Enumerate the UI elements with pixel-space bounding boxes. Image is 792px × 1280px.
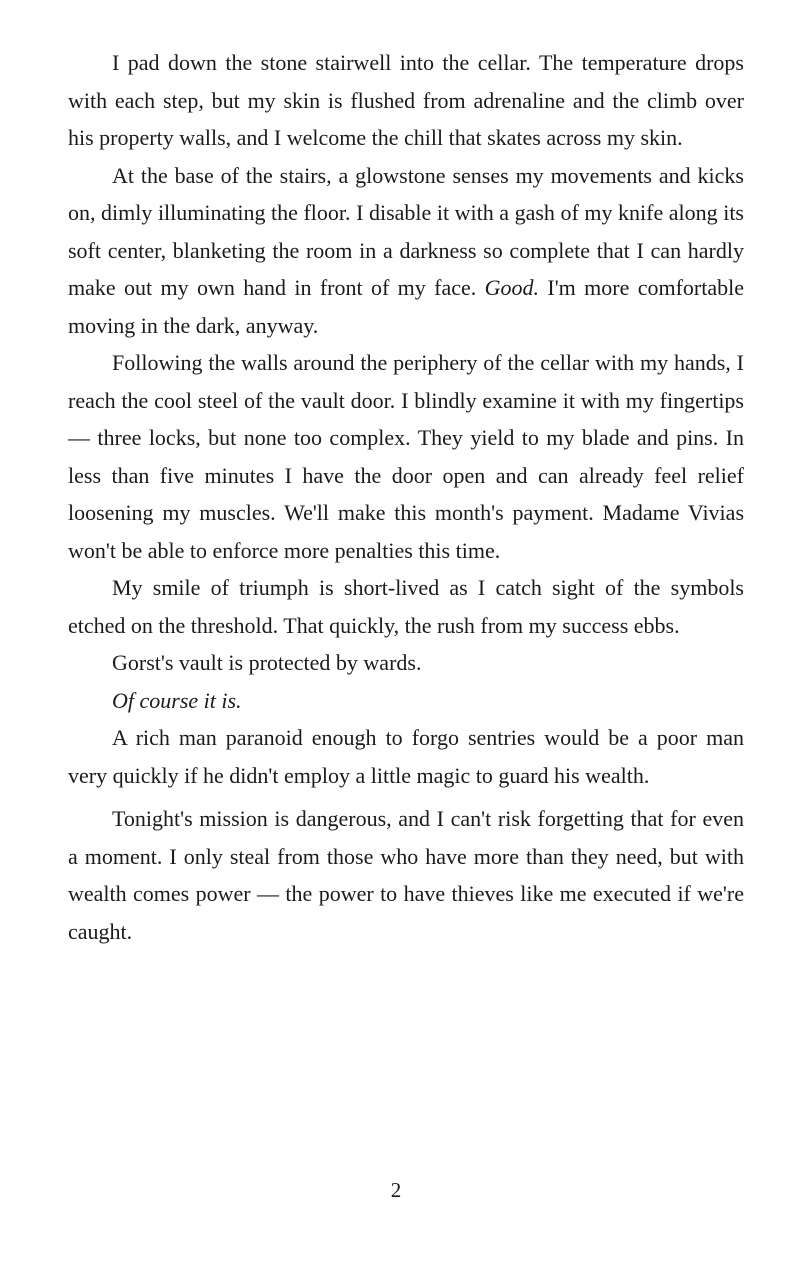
paragraph-rich-man: A rich man paranoid enough to forgo sentries would be a poor man very quickly if he didn't employ a little magic to guard his wealth.: [68, 725, 744, 788]
italic-good: Good.: [484, 275, 540, 300]
paragraph-glowstone: [68, 157, 744, 345]
paragraph-mission: Tonight's mission is dangerous, and I can't risk forgetting that for even a moment. I only steal from those who have more than they need, but with wealth comes power — the power to have thieves like me executed if we're caught.: [68, 806, 744, 944]
paragraph-cellar-stairs: I pad down the stone stairwell into the cellar. The temperature drops with each step, but my skin is flushed from adrenaline and the climb over his property walls, and I welcome the chill that skates across my skin.: [68, 50, 744, 150]
paragraph-glowstone-end: I'm more comfortable moving in the dark, anyway.: [68, 275, 745, 338]
page-number: 2: [390, 1178, 402, 1202]
paragraph-wards: Gorst's vault is protected by wards.: [112, 650, 422, 675]
paragraph-of-course: [68, 682, 744, 720]
paragraph-symbols: My smile of triumph is short-lived as I catch sight of the symbols etched on the threshold. That quickly, the rush from my success ebbs.: [68, 575, 744, 638]
paragraph-vault-door: Following the walls around the periphery of the cellar with my hands, I reach the cool steel of the vault door. I blindly examine it with my fingertips — three locks, but none too complex. They yield to my blade and pins. In less than five minutes I have the door open and can already feel relief loosening my muscles. We'll make this month's payment. Madame Vivias won't be able to enforce more penalties this time.: [68, 350, 744, 563]
italic-of-course: Of course it is.: [112, 687, 242, 713]
paragraph-glowstone-text: At the base of the stairs, a glowstone senses my movements and kicks on, dimly illuminating the floor. I disable it with a gash of my knife along its soft center, blanketing the room in a darkness so complete that I can hardly make out my own hand in front of my face.: [68, 162, 744, 300]
